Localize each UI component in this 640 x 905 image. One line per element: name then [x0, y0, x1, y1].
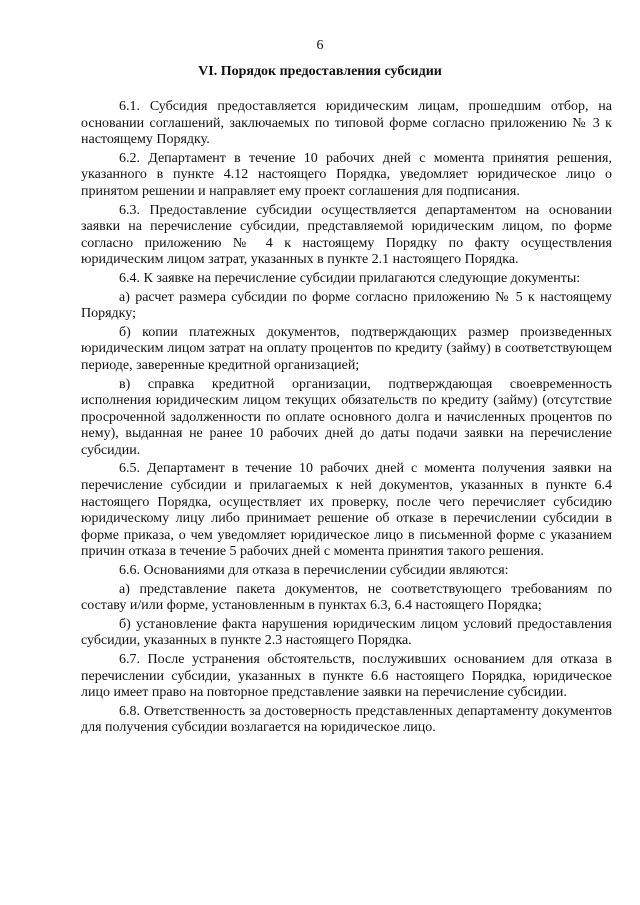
paragraph-6-8: 6.8. Ответственность за достоверность представленных департаменту документов для получения субсидии возлагается на юридическое лицо. [81, 703, 612, 736]
section-title: VI. Порядок предоставления субсидии [198, 64, 442, 79]
paragraph-6-5: 6.5. Департамент в течение 10 рабочих дней с момента получения заявки на перечисление субсидии и прилагаемых к ней документов, указанных в пункте 6.4 настоящего Порядка, осуществляет их проверку, после чего перечисляет субсидию юридическому лицу либо принимает решение об отказе в перечислении субсидии в форме приказа, о чем уведомляет юридическое лицо в письменной форме с указанием причин отказа в течение 5 рабочих дней с момента принятия такого решения. [81, 461, 612, 560]
page-number: 6 [316, 38, 324, 53]
paragraph-6-3: 6.3. Предоставление субсидии осуществляется департаментом на основании заявки на перечисление субсидии, представляемой юридическим лицом, по форме согласно приложению № 4 к настоящему Порядку по факту осуществления юридическим лицом затрат, указанных в пункте 2.1 настоящего Порядка. [81, 202, 612, 268]
paragraph-6-1: 6.1. Субсидия предоставляется юридическим лицам, прошедшим отбор, на основании соглашений, заключаемых по типовой форме согласно приложению № 3 к настоящему Порядку. [81, 99, 612, 148]
paragraph-6-7: 6.7. После устранения обстоятельств, послуживших основанием для отказа в перечислении субсидии, указанных в пункте 6.6 настоящего Порядка, юридическое лицо имеет право на повторное представление заявки на перечисление субсидии. [81, 652, 612, 701]
list-item-6-4-a: а) расчет размера субсидии по форме согласно приложению № 5 к настоящему Порядку; [81, 289, 612, 322]
list-item-6-4-b: б) копии платежных документов, подтверждающих размер произведенных юридическим лицом затрат на оплату процентов по кредиту (займу) в соответствующем периоде, заверенные кредитной организацией; [81, 324, 612, 373]
paragraph-6-2: 6.2. Департамент в течение 10 рабочих дней с момента принятия решения, указанного в пункте 4.12 настоящего Порядка, уведомляет юридическое лицо о принятом решении и направляет ему проект соглашения для подписания. [81, 150, 612, 199]
paragraph-6-6: 6.6. Основаниями для отказа в перечислении субсидии являются: [119, 563, 509, 579]
list-item-6-6-b: б) установление факта нарушения юридическим лицом условий предоставления субсидии, указанных в пункте 2.3 настоящего Порядка. [81, 616, 612, 649]
list-item-6-4-c: в) справка кредитной организации, подтверждающая своевременность исполнения юридическим лицом текущих обязательств по кредиту (займу) (отсутствие просроченной задолженности по оплате основного долга и начисленных процентов по нему), выданная не ранее 10 рабочих дней до даты подачи заявки на перечисление субсидии. [81, 376, 612, 458]
paragraph-6-4: 6.4. К заявке на перечисление субсидии прилагаются следующие документы: [119, 270, 581, 286]
list-item-6-6-a: а) представление пакета документов, не соответствующего требованиям по составу и/или форме, установленным в пунктах 6.3, 6.4 настоящего Порядка; [81, 581, 612, 614]
section-body [81, 99, 612, 737]
